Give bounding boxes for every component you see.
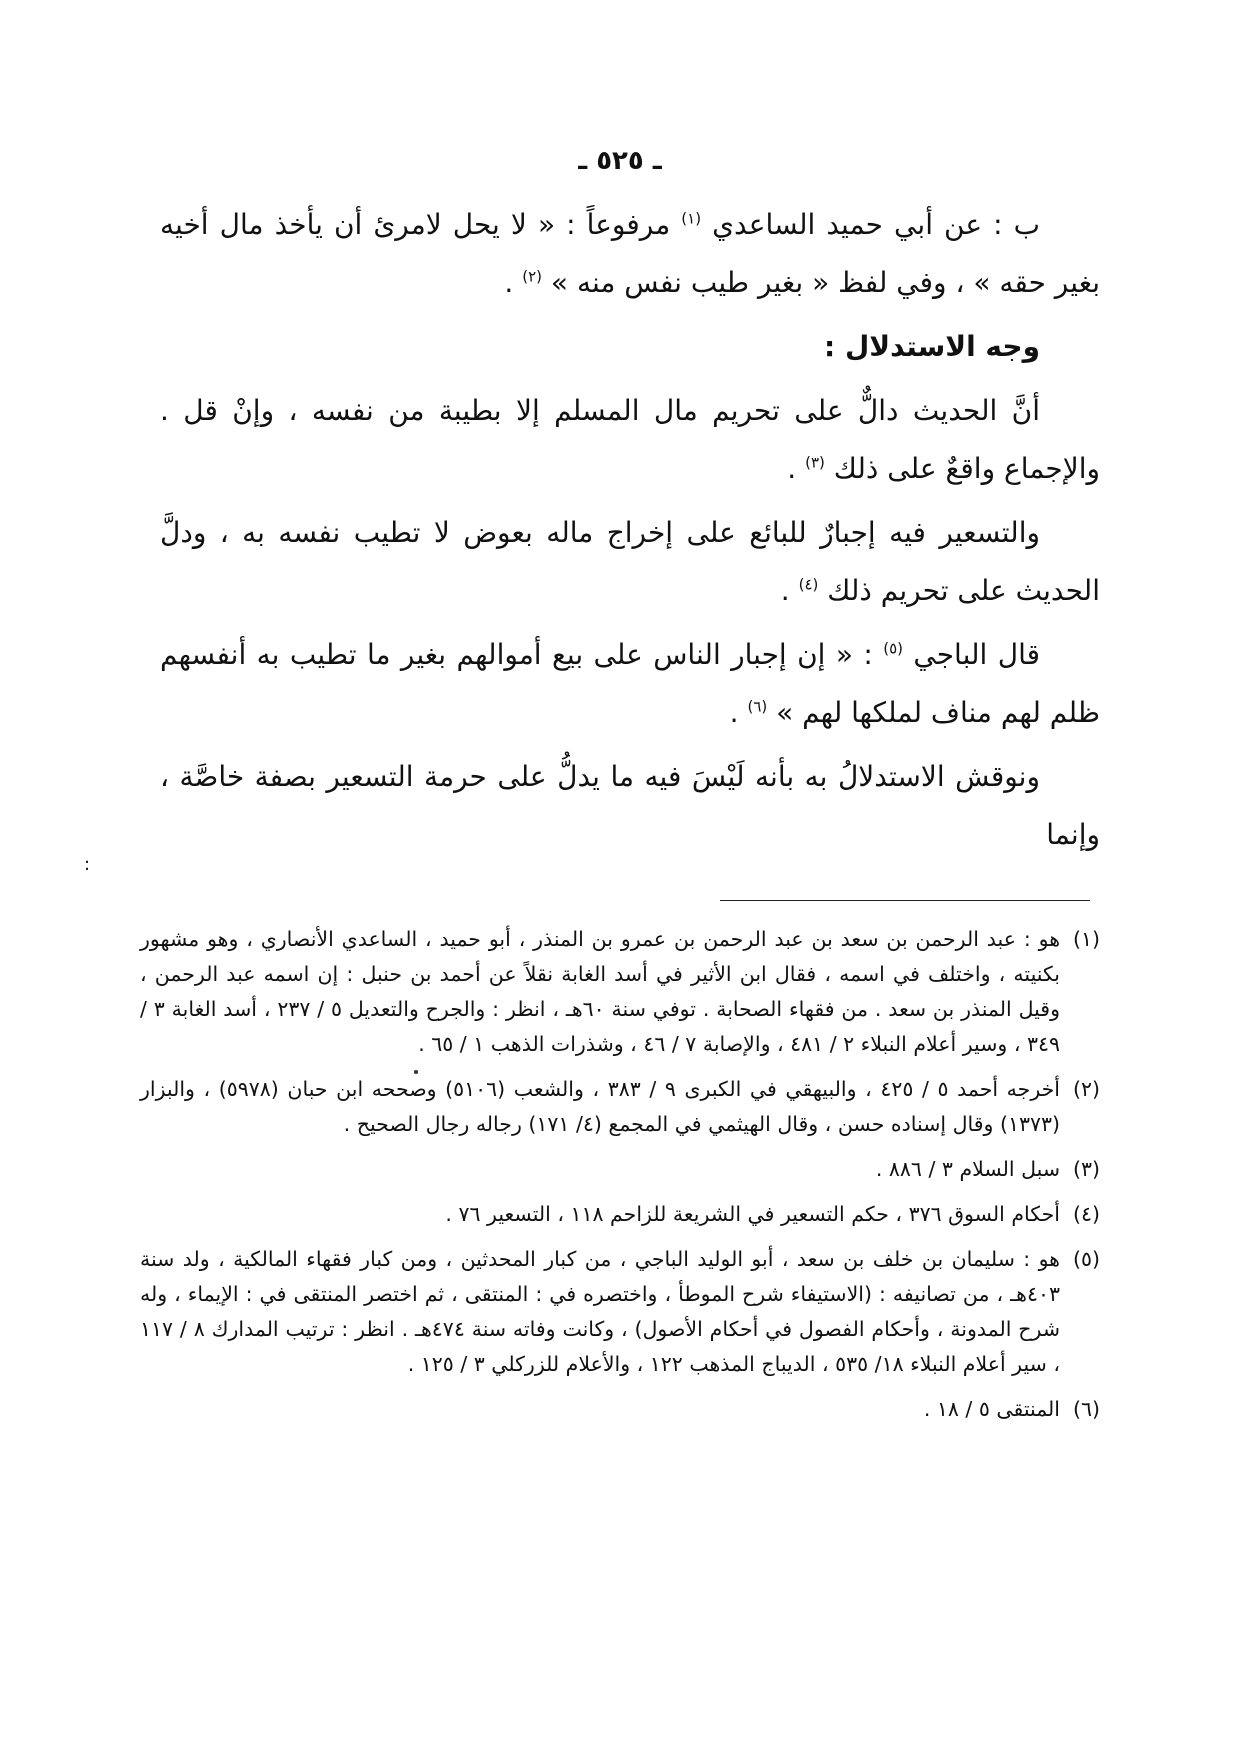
footnote-ref-3[interactable]: (٣): [805, 453, 825, 472]
footnote-text: أحكام السوق ٣٧٦ ، حكم التسعير في الشريعة للزاحم ١١٨ ، التسعير ٧٦ .: [445, 1202, 1060, 1226]
footnote-number: (٤): [1072, 1202, 1100, 1226]
paragraph-evidence: أنَّ الحديث دالٌّ على تحريم مال المسلم إلا بطيبة من نفسه ، وإنْ قل . والإجماع واقعٌ على ذلك $^{(٣)}$ .: [160, 394, 1100, 485]
footnote-ref-6[interactable]: (٦): [747, 697, 768, 716]
footnote-ref-2[interactable]: (٢): [522, 267, 543, 286]
footnote-text: أخرجه أحمد ٥ / ٤٢٥ ، والبيهقي في الكبرى ٩ / ٣٨٣ ، والشعب (٥١٠٦) وصححه ابن حبان (٥٩٧٨) ، والبزار (١٣٧٣) وقال إسناده حسن ، وقال الهيثمي في المجمع (٤/ ١٧١) رجاله رجال الصحيح .: [140, 1077, 1060, 1136]
footnote-3: [140, 1152, 1100, 1187]
footnote-text: المنتقى ٥ / ١٨ .: [923, 1397, 1060, 1421]
paragraph-objection: ونوقش الاستدلالُ به بأنه لَيْسَ فيه ما يدلُّ على حرمة التسعير بصفة خاصَّة ، وإنما: [160, 760, 1100, 851]
footnote-separator: [720, 900, 1090, 901]
footnote-text: سبل السلام ٣ / ٨٨٦ .: [875, 1157, 1060, 1181]
paragraph-baji-quote: قال الباجي $^{(٥)}$ : « إن إجبار الناس على بيع أموالهم بغير ما تطيب به أنفسهم ظلم لهم مناف لملكها لهم » $^{(٦)}$ .: [160, 638, 1100, 729]
footnote-text: هو : عبد الرحمن بن سعد بن عبد الرحمن بن عمرو بن المنذر ، أبو حميد ، الساعدي الأنصاري ، وهو مشهور بكنيته ، واختلف في اسمه ، فقال ابن الأثير في أسد الغابة نقلاً عن أحمد بن حنبل : إن اسمه عبد الرحمن ، وقيل المنذر بن سعد . من فقهاء الصحابة . توفي سنة ٦٠هـ ، انظر : والجرح والتعديل ٥ / ٢٣٧ ، أسد الغابة ٣ / ٣٤٩ ، وسير أعلام النبلاء ٢ / ٤٨١ ، والإصابة ٧ / ٤٦ ، وشذرات الذهب ١ / ٦٥ .: [140, 927, 1060, 1056]
footnote-5: [140, 1242, 1100, 1382]
footnote-1: [140, 922, 1100, 1062]
footnote-4: [140, 1197, 1100, 1232]
footnote-number: (١): [1072, 927, 1100, 951]
main-text: [160, 196, 1100, 870]
footnote-number: (٣): [1072, 1157, 1100, 1181]
footnote-2: [140, 1072, 1100, 1142]
footnote-6: [140, 1392, 1100, 1427]
hadith-intro: ب : عن أبي حميد الساعدي: [701, 208, 1040, 241]
section-heading: وجه الاستدلال :: [824, 330, 1040, 363]
hadith-text: مرفوعاً : « لا يحل لامرئ أن يأخذ مال أخيه بغير حقه » ، وفي لفظ « بغير طيب نفس منه »: [160, 208, 1100, 299]
footnote-number: (٢): [1072, 1077, 1100, 1101]
footnote-text: هو : سليمان بن خلف بن سعد ، أبو الوليد الباجي ، من كبار المحدثين ، ومن كبار فقهاء المالكية ، ولد سنة ٤٠٣هـ ، من تصانيفه : (الاستيفاء شرح الموطأ ، واختصره في : المنتقى ، ثم اختصر المنتقى في : الإيماء ، وله شرح المدونة ، وأحكام الفصول في أحكام الأصول) ، وكانت وفاته سنة ٤٧٤هـ . انظر : ترتيب المدارك ٨ / ١١٧ ، سير أعلام النبلاء ١٨/ ٥٣٥ ، الديباج المذهب ١٢٢ ، والأعلام للزركلي ٣ / ١٢٥ .: [140, 1247, 1060, 1376]
footnote-ref-5[interactable]: (٥): [883, 639, 903, 658]
footnote-ref-1[interactable]: (١): [681, 209, 702, 228]
margin-mark: :: [84, 854, 91, 875]
paragraph-hadith: ب : عن أبي حميد الساعدي $^{(١)}$ مرفوعاً : « لا يحل لامرئ أن يأخذ مال أخيه بغير حقه » ، وفي لفظ « بغير طيب نفس منه » $^{(٢)}$ .: [160, 208, 1100, 299]
footnote-number: (٥): [1072, 1247, 1100, 1271]
page-number: ـ ٥٢٥ ـ: [578, 146, 662, 176]
footnotes-section: [140, 922, 1100, 1437]
paragraph-pricing: والتسعير فيه إجبارٌ للبائع على إخراج ماله بعوض لا تطيب نفسه به ، ودلَّ الحديث على تحريم ذلك $^{(٤)}$ .: [160, 516, 1100, 607]
footnote-ref-4[interactable]: (٤): [798, 575, 819, 594]
footnote-number: (٦): [1072, 1397, 1100, 1421]
